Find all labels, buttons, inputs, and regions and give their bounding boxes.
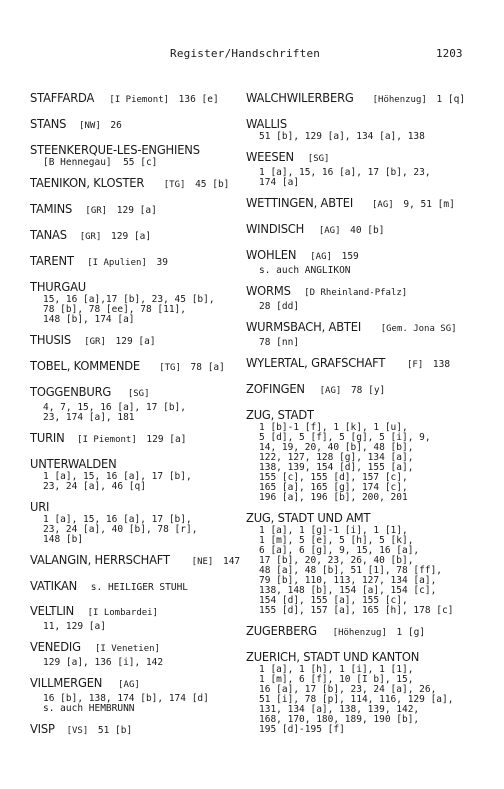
reference-numbers: s. HEILIGER STUHL [90,582,189,593]
place-name: STANS [30,116,67,131]
reference-numbers: 129 [a] [115,336,156,347]
reference-line: 155 [d], 157 [a], 165 [h], 178 [c] [259,605,454,616]
reference-line: 165 [a], 165 [g], 174 [c], [259,482,408,493]
entry-heading [246,379,490,400]
entry-heading [246,88,490,109]
region-tag: [F] [407,360,424,370]
entry-heading [30,114,262,135]
region-tag: [SG] [127,389,150,399]
reference-line: 1 [a], 15, 16 [a], 17 [b], [43,471,192,482]
reference-numbers: 78 [y] [350,385,386,396]
place-name: WINDISCH [246,221,305,236]
register-entry [246,353,490,374]
reference-line: 28 [dd] [259,301,300,312]
register-entry [246,219,490,240]
register-entry [30,330,262,351]
entry-heading [30,382,262,403]
place-name: TOBEL, KOMMENDE [30,358,140,373]
reference-line: 51 [i], 78 [p], 114, 116, 129 [a], [259,694,454,705]
place-name: VALANGIN, HERRSCHAFT [30,552,170,567]
register-entry [30,673,262,714]
place-name: WORMS [246,283,291,298]
reference-line: 4, 7, 15, 16 [a], 17 [b], [43,402,186,413]
register-entry [246,147,490,188]
reference-numbers: 129 [a] [146,434,187,445]
reference-line: [B Hennegau] 55 [c] [43,157,158,168]
reference-line: 23, 24 [a], 46 [q] [43,481,146,492]
entry-heading [30,251,262,272]
reference-line: 23, 174 [a], 181 [43,412,135,423]
entry-heading [246,281,490,302]
region-tag: [Gem. Jona SG] [380,324,457,334]
reference-line: 14, 19, 20, 40 [b], 48 [b], [259,442,414,453]
region-tag: [GR] [84,337,106,347]
reference-line: 154 [d], 155 [a], 155 [c], [259,595,408,606]
place-name: WURMSBACH, ABTEI [246,319,362,334]
reference-line: 155 [c], 155 [d], 157 [c], [259,472,408,483]
reference-line: s. auch ANGLIKON [259,265,351,276]
entry-heading [30,277,262,295]
reference-line: 5 [d], 5 [f], 5 [g], 5 [i], 9, [259,432,431,443]
entry-heading [30,673,262,694]
region-tag: [AG] [319,386,342,396]
region-tag: [NE] [191,557,214,567]
register-entry [30,88,262,109]
place-name: ZUG, STADT UND AMT [246,510,371,525]
region-tag: [D Rheinland-Pfalz] [304,288,408,298]
reference-numbers: 26 [110,120,122,131]
reference-line: 1 [a], 15, 16 [a], 17 [b], [43,514,192,525]
reference-line: 1 [m], 6 [f], 10 [I b], 15, [259,674,414,685]
entry-heading [30,601,262,622]
region-tag: [AG] [372,200,394,210]
register-entry [246,317,490,348]
register-column-right [246,88,490,740]
place-name: VISP [30,721,55,736]
register-entry [246,647,490,735]
place-name: TURIN [30,430,65,445]
place-name: ZUG, STADT [246,407,314,422]
entry-heading [30,225,262,246]
reference-line: 23, 24 [a], 40 [b], 78 [r], [43,524,198,535]
region-tag: [I Apulien] [87,258,147,268]
register-column-left [30,88,262,745]
place-name: VATIKAN [30,578,78,593]
register-entry [30,719,262,740]
reference-line: 148 [b] [43,534,84,545]
entry-heading [30,199,262,220]
place-name: VILLMERGEN [30,675,103,690]
register-entry [30,454,262,492]
register-entry [246,508,490,616]
reference-numbers: 40 [b] [350,225,385,236]
reference-numbers: 39 [156,257,168,268]
region-tag: [NW] [79,121,101,131]
region-tag: [Höhenzug] [332,628,387,638]
reference-line: 6 [a], 6 [g], 9, 15, 16 [a], [259,545,420,556]
entry-heading [246,219,490,240]
reference-line: 174 [a] [259,177,300,188]
register-entry [246,621,490,642]
place-name: THURGAU [30,279,86,294]
place-name: WEESEN [246,149,294,164]
place-name: ZUERICH, STADT UND KANTON [246,649,420,664]
region-tag: [I Piemont] [109,95,170,105]
entry-heading [30,428,262,449]
entry-heading [246,508,490,526]
register-entry [246,281,490,312]
reference-numbers: 45 [b] [195,179,230,190]
reference-line: 1 [m], 5 [e], 5 [h], 5 [k], [259,535,414,546]
register-entry [30,225,262,246]
reference-numbers: 129 [a] [111,231,152,242]
place-name: WETTINGEN, ABTEI [246,195,354,210]
entry-heading [30,140,262,158]
reference-line: 195 [d]-195 [f] [259,724,345,735]
place-name: TAMINS [30,201,73,216]
place-name: VELTLIN [30,603,75,618]
region-tag: [VS] [66,726,89,736]
entry-heading [246,405,490,423]
region-tag: [GR] [79,232,102,242]
reference-numbers: 129 [a] [116,205,157,216]
place-name: WYLERTAL, GRAFSCHAFT [246,355,386,370]
entry-heading [246,114,490,132]
reference-numbers: 1 [g] [396,627,426,638]
register-entry [246,379,490,400]
reference-line: 79 [b], 110, 113, 127, 134 [a], [259,575,437,586]
region-tag: [AG] [318,226,341,236]
entry-heading [30,719,262,740]
reference-line: 16 [b], 138, 174 [b], 174 [d] [43,693,209,704]
place-name: ZUGERBERG [246,623,317,638]
register-entry [246,405,490,503]
register-entry [30,550,262,571]
reference-numbers: 136 [e] [178,94,219,105]
reference-numbers: 51 [b] [97,725,133,736]
reference-line: 1 [a], 1 [h], 1 [i], 1 [1], [259,664,414,675]
register-entry [246,88,490,109]
place-name: TARENT [30,253,74,268]
place-name: TANAS [30,227,67,242]
region-tag: [AG] [118,680,140,690]
entry-heading [246,647,490,665]
reference-numbers: 147 [222,556,241,567]
place-name: TAENIKON, KLOSTER [30,175,145,190]
place-name: STAFFARDA [30,90,95,105]
reference-line: 51 [b], 129 [a], 134 [a], 138 [259,131,425,142]
region-tag: [AG] [310,252,332,262]
register-entry [30,173,262,194]
reference-line: 78 [nn] [259,337,300,348]
reference-line: 16 [a], 17 [b], 23, 24 [a], 26, [259,684,437,695]
reference-line: 138, 139, 154 [d], 155 [a], [259,462,414,473]
register-entry [30,428,262,449]
region-tag: [GR] [85,206,108,216]
reference-numbers: 78 [a] [190,362,225,373]
reference-line: 1 [a], 1 [g]-1 [i], 1 [1], [259,525,408,536]
region-tag: [I Venetien] [94,644,160,654]
register-entry [246,193,490,214]
place-name: UNTERWALDEN [30,456,117,471]
register-entry [246,114,490,142]
place-name: ZOFINGEN [246,381,305,396]
reference-line: 168, 170, 180, 189, 190 [b], [259,714,420,725]
register-entry [246,245,490,276]
register-entry [30,382,262,423]
entry-heading [30,88,262,109]
register-entry [30,497,262,545]
region-tag: [Höhenzug] [372,95,427,105]
reference-line: 148 [b], 174 [a] [43,314,135,325]
reference-line: 11, 129 [a] [43,621,106,632]
reference-numbers: 1 [q] [436,94,466,105]
page-header-title: Register/Handschriften [170,47,321,60]
reference-numbers: 138 [432,359,451,370]
region-tag: [TG] [159,363,181,373]
entry-heading [30,497,262,515]
register-entry [30,356,262,377]
entry-heading [246,353,490,374]
register-entry [30,199,262,220]
register-entry [30,637,262,668]
reference-line: 131, 134 [a], 138, 139, 142, [259,704,420,715]
reference-line: 196 [a], 196 [b], 200, 201 [259,492,408,503]
reference-line: 78 [b], 78 [ee], 78 [11], [43,304,186,315]
region-tag: [TG] [163,180,186,190]
register-entry [30,576,262,596]
reference-line: 15, 16 [a],17 [b], 23, 45 [b], [43,294,215,305]
place-name: STEENKERQUE-LES-ENGHIENS [30,142,200,157]
entry-heading [30,173,262,194]
place-name: TOGGENBURG [30,384,112,399]
register-entry [30,601,262,632]
region-tag: [SG] [307,154,330,164]
reference-line: 1 [b]-1 [f], 1 [k], 1 [u], [259,422,408,433]
entry-heading [246,245,490,266]
page-number: 1203 [436,47,463,60]
place-name: WALCHWILERBERG [246,90,354,105]
entry-heading [30,330,262,351]
entry-heading [30,550,262,571]
entry-heading [246,317,490,338]
reference-line: 48 [a], 48 [b], 51 [1], 78 [ff], [259,565,443,576]
reference-numbers: 159 [341,251,359,262]
region-tag: [I Piemont] [77,435,137,445]
place-name: THUSIS [30,332,71,347]
reference-numbers: 9, 51 [m] [403,199,455,210]
register-entry [30,251,262,272]
region-tag: [I Lombardei] [87,608,159,618]
reference-line: 122, 127, 128 [g], 134 [a], [259,452,414,463]
reference-line: 17 [b], 20, 23, 26, 40 [b], [259,555,414,566]
register-entry [30,140,262,168]
entry-heading [30,576,262,596]
entry-heading [246,147,490,168]
place-name: URI [30,499,50,514]
reference-line: 129 [a], 136 [i], 142 [43,657,164,668]
register-entry [30,114,262,135]
place-name: WALLIS [246,116,288,131]
entry-heading [246,193,490,214]
reference-line: 138, 148 [b], 154 [a], 154 [c], [259,585,437,596]
register-entry [30,277,262,325]
entry-heading [30,356,262,377]
place-name: WOHLEN [246,247,297,262]
place-name: VENEDIG [30,639,81,654]
reference-line: s. auch HEMBRUNN [43,703,135,714]
entry-heading [30,454,262,472]
entry-heading [246,621,490,642]
entry-heading [30,637,262,658]
reference-line: 1 [a], 15, 16 [a], 17 [b], 23, [259,167,431,178]
